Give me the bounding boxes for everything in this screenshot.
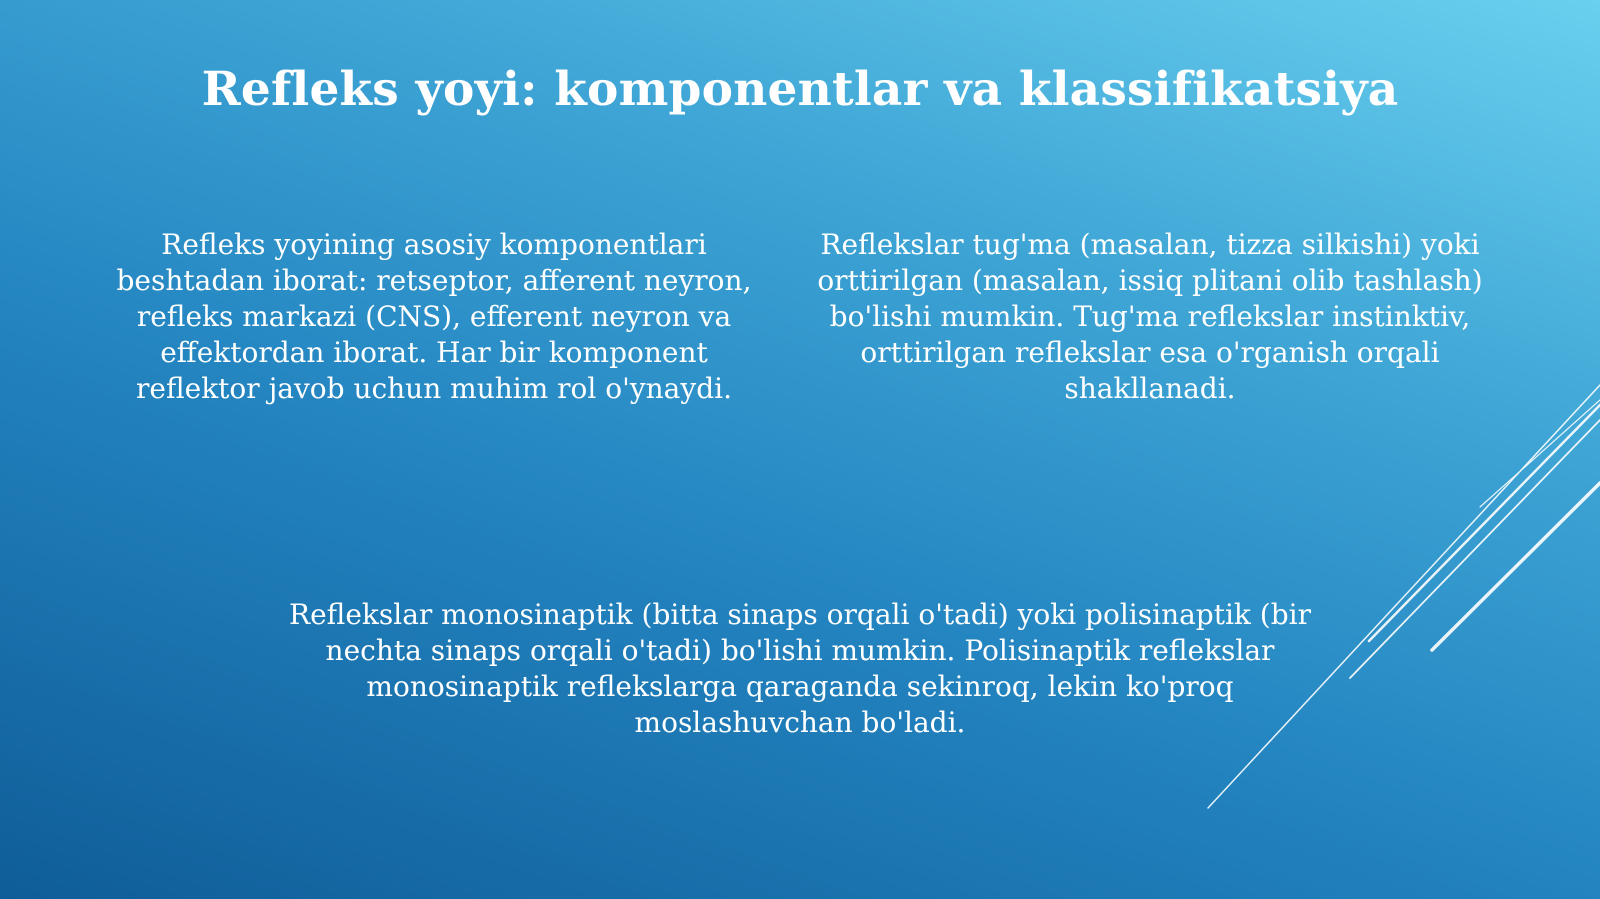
paragraph-components: Refleks yoyining asosiy komponentlari beshtadan iborat: retseptor, afferent neyron, refleks markazi (CNS), efferent neyron va effektordan iborat. Har bir komponent reflektor javob uchun muhim rol o'ynaydi. [116, 228, 752, 405]
paragraph-synaptic: Reflekslar monosinaptik (bitta sinaps orqali o'tadi) yoki polisinaptik (bir nechta sinaps orqali o'tadi) bo'lishi mumkin. Polisinaptik reflekslar monosinaptik reflekslarga qaraganda sekinroq, lekin ko'proq moslashuvchan bo'ladi. [289, 598, 1311, 739]
slide-title: Refleks yoyi: komponentlar va klassifikatsiya [201, 62, 1399, 117]
paragraph-innate-acquired: Reflekslar tug'ma (masalan, tizza silkishi) yoki orttirilgan (masalan, issiq plitani olib tashlash) bo'lishi mumkin. Tug'ma reflekslar instinktiv, orttirilgan reflekslar esa o'rganish orqali shakllanadi. [817, 228, 1483, 405]
decor-line-mid [1369, 405, 1600, 641]
decor-line-upper [1480, 400, 1600, 507]
decor-line-thick [1432, 483, 1600, 650]
decor-line-low [1350, 420, 1600, 678]
